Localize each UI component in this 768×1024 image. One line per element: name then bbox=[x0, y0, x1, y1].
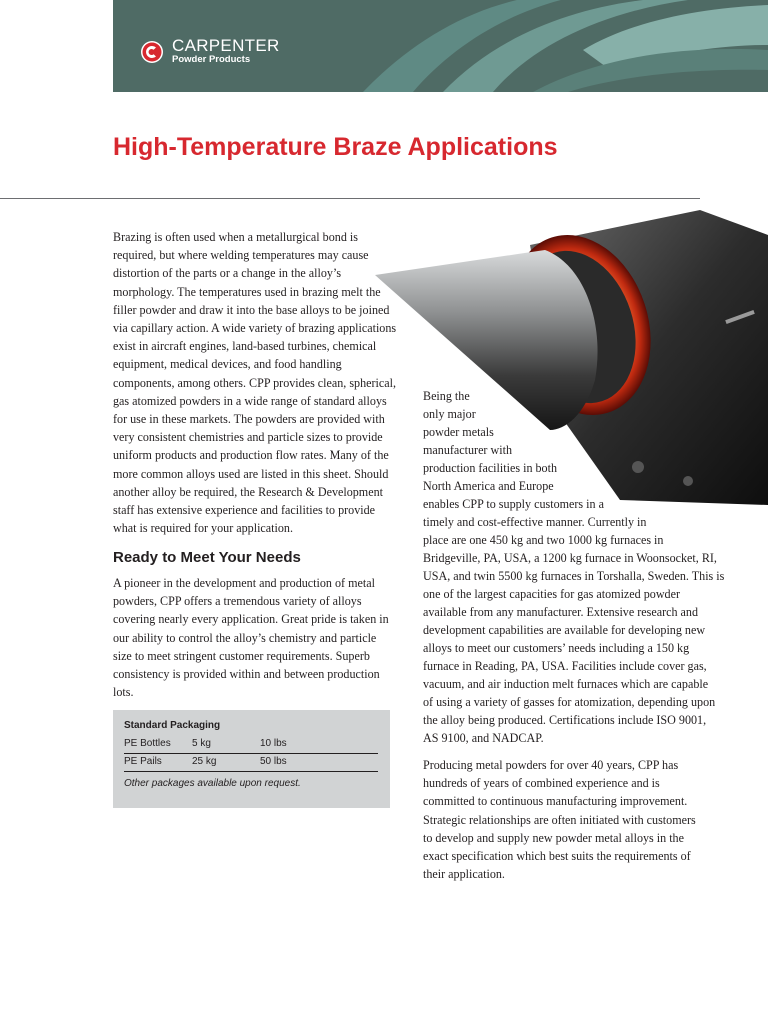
text-line: only major bbox=[423, 407, 476, 421]
packaging-title: Standard Packaging bbox=[124, 720, 221, 731]
packaging-box bbox=[113, 710, 390, 808]
text-line: powder metals bbox=[423, 425, 494, 439]
page-title: High-Temperature Braze Applications bbox=[113, 133, 558, 161]
package-type: PE Pails bbox=[124, 756, 162, 767]
brand-subtitle: Powder Products bbox=[172, 54, 251, 65]
text-line: production facilities in both bbox=[423, 461, 558, 475]
text-line: enables CPP to supply customers in a bbox=[423, 497, 604, 511]
text-line: USA, and twin 5500 kg furnaces in Torshalla, Sweden. This is bbox=[423, 569, 725, 583]
text-line: of using a variety of gasses for atomization, depending upon bbox=[423, 695, 716, 709]
text-line: manufacturer with bbox=[423, 443, 512, 457]
intro-paragraph: Brazing is often used when a metallurgical bond is required, but where welding temperatures may cause distortion of the parts or a change in the alloy’s morphology. The temperatures used in brazing melt the filler powder and draw it into the base alloys to be joined via capillary action. A wide variety of brazing applications exist in aircraft engines, land-based turbines, chemical equipment, medical devices, and food handling components, among others. CPP provides clean, spherical, gas atomized powders in a wide range of standard alloys for use in these markets. The powders are provided with very consistent chemistries and particle sizes to provide uniform products and production flow rates. Many of the more common alloys used are listed in this sheet. Should another alloy be required, the Research & Development staff has extensive experience and facilities to provide what is required for your application. bbox=[113, 230, 397, 536]
text-line: available from any manufacturer. Extensive research and bbox=[423, 605, 699, 619]
package-type: PE Bottles bbox=[124, 738, 171, 749]
carpenter-logo-icon bbox=[140, 40, 164, 64]
section-heading: Ready to Meet Your Needs bbox=[113, 549, 301, 566]
text-line: the alloy being produced. Certifications include ISO 9001, bbox=[423, 713, 707, 727]
package-metric: 5 kg bbox=[192, 738, 211, 749]
section-paragraph: A pioneer in the development and production of metal powders, CPP offers a tremendous variety of alloys covering nearly every application. Great pride is taken in our ability to control the alloy’s chemistry and particle size to meet stringent customer requirements. Superb consistency is provided within and between production lots. bbox=[113, 576, 389, 700]
table-row bbox=[124, 737, 378, 754]
text-line: AS 9100, and NADCAP. bbox=[423, 731, 544, 745]
table-row bbox=[124, 755, 378, 772]
text-line: alloys to meet our customers’ needs including a 150 kg bbox=[423, 641, 690, 655]
text-line: North America and Europe bbox=[423, 479, 554, 493]
title-divider bbox=[0, 198, 700, 199]
brand-name: CARPENTER bbox=[172, 36, 280, 55]
text-line: vacuum, and air induction melt furnaces which are capable bbox=[423, 677, 709, 691]
brand-logo bbox=[140, 37, 280, 66]
text-line: development capabilities are available for developing new bbox=[423, 623, 706, 637]
text-line: Bridgeville, PA, USA, a 1200 kg furnace in Woonsocket, RI, bbox=[423, 551, 717, 565]
text-line: place are one 450 kg and two 1000 kg furnaces in bbox=[423, 533, 664, 547]
package-metric: 25 kg bbox=[192, 756, 217, 767]
closing-paragraph: Producing metal powders for over 40 years, CPP has hundreds of years of combined experience and is committed to continuous manufacturing improvement. Strategic relationships are often initiated with customers to develop and supply new powder metal alloys in the exact specification which best suits the requirements of their application. bbox=[423, 758, 696, 882]
packaging-note: Other packages available upon request. bbox=[124, 778, 301, 789]
text-line: timely and cost-effective manner. Currently in bbox=[423, 515, 647, 529]
header-band bbox=[113, 0, 768, 92]
package-imperial: 10 lbs bbox=[260, 738, 287, 749]
text-line: Being the bbox=[423, 389, 470, 403]
package-imperial: 50 lbs bbox=[260, 756, 287, 767]
text-line: furnace in Reading, PA, USA. Facilities include cover gas, bbox=[423, 659, 707, 673]
text-line: one of the largest capacities for gas atomized powder bbox=[423, 587, 681, 601]
